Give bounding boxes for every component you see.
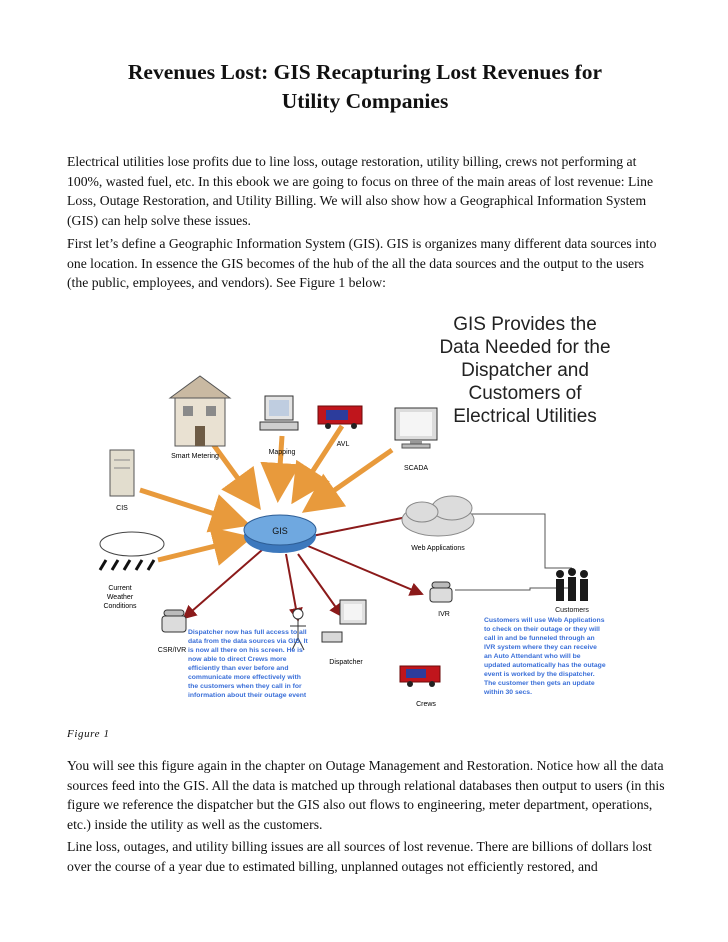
figure-heading-line: Electrical Utilities — [453, 406, 597, 427]
paragraph-intro: Electrical utilities lose profits due to line loss, outage restoration, utility billing, crews not performing at 100%, wasted fuel, etc. In this ebook we are going to focus on three of the main areas of lost revenue: Line Loss, Outage Restoration, and Utility Billing. We will also show how a Geographical Information System (GIS) can help solve these issues. — [67, 154, 654, 228]
customer-note-line: The customer then gets an update — [484, 680, 595, 687]
figure-heading-line: Dispatcher and — [461, 360, 589, 381]
scada-label: SCADA — [403, 465, 429, 472]
paragraph-gis-definition: First let’s define a Geographic Information System (GIS). GIS is organizes many different data sources into one location. In essence the GIS becomes of the hub of the all the data sources and the output to the users (the public, employees, and vendors). See Figure 1 below: — [67, 236, 657, 290]
dispatcher-note-line: Dispatcher now has full access to all — [188, 629, 307, 636]
dispatcher-note-line: is now all there on his screen. He is — [188, 647, 303, 654]
arrow-mapping — [278, 436, 282, 498]
figure-heading-line: Customers of — [468, 383, 582, 404]
customer-note-line: IVR system where they can receive — [484, 644, 597, 651]
weather-node — [100, 532, 164, 610]
cis-label: CIS — [116, 505, 128, 512]
customer-note-line: updated automatically has the outage — [484, 662, 606, 669]
dispatcher-note-line: data from the data sources via GIS. It — [188, 638, 308, 645]
title-line-1: Revenues Lost: GIS Recapturing Lost Revenues for — [127, 60, 603, 84]
customer-note-line: within 30 secs. — [484, 689, 532, 696]
crews-node — [400, 666, 440, 708]
paragraph-figure-discussion: You will see this figure again in the chapter on Outage Management and Restoration. Notice how all the data sources feed into the GIS. All the data is matched up through relational databases then output to users (in this figure we reference the dispatcher but the GIS also out flows to engineering, meter department, operations, etc.) inside the utility as well as the customers. — [67, 758, 665, 832]
weather-label-line: Weather — [106, 594, 134, 601]
customer-note-line: an Auto Attendant who will be — [484, 653, 581, 660]
arrow-dispatcher-pc — [298, 554, 342, 616]
dispatcher-label: Dispatcher — [329, 659, 363, 666]
web-applications-label: Web Applications — [411, 545, 465, 552]
arrow-csr-ivr — [184, 550, 262, 618]
customer-note-line: Customers will use Web Applications — [484, 617, 605, 624]
customers-label: Customers — [555, 607, 589, 614]
document-title — [60, 58, 670, 116]
dispatcher-note-line: information about their outage event — [188, 692, 307, 699]
dispatcher-note-line: now able to direct Crews more — [188, 656, 287, 663]
weather-label-line: Conditions — [103, 603, 137, 610]
crews-label: Crews — [416, 701, 436, 708]
gis-hub — [244, 515, 316, 553]
cis-node — [110, 450, 134, 512]
arrow-smart-metering — [210, 440, 258, 506]
gis-hub-figure — [60, 298, 665, 718]
figure-caption: Figure 1 — [67, 728, 110, 740]
figure-heading-line: GIS Provides the — [453, 314, 597, 335]
avl-label: AVL — [336, 441, 350, 448]
customer-note-line: call in and be funneled through an — [484, 635, 595, 642]
arrow-ivr — [308, 546, 422, 594]
customer-note-line: to check on their outage or they will — [484, 626, 600, 633]
figure-heading-line: Data Needed for the — [439, 337, 611, 358]
paragraph-lost-revenue: Line loss, outages, and utility billing issues are all sources of lost revenue. There are billions of dollars lost over the course of a year due to estimated billing, unplanned outages not efficiently restored, and — [67, 839, 652, 874]
dispatcher-note-line: the customers when they call in for — [188, 683, 302, 690]
hub-label: GIS — [272, 526, 288, 536]
weather-label-line: Current — [108, 585, 132, 592]
dispatcher-note-line: communicate more effectively with — [188, 674, 301, 681]
arrow-cis — [140, 490, 246, 524]
web-applications-node — [402, 496, 474, 552]
customer-note-line: event is worked by the dispatcher. — [484, 671, 595, 678]
smart-metering-node — [170, 376, 230, 460]
csr-ivr-label: CSR/IVR — [157, 647, 187, 654]
dispatcher-note-line: efficiently than ever before and — [188, 665, 289, 672]
ivr-node — [430, 582, 452, 618]
dispatcher-note — [188, 629, 308, 699]
customers-node — [555, 568, 589, 614]
title-line-2: Utility Companies — [281, 89, 449, 113]
smart-metering-label: Smart Metering — [171, 453, 219, 460]
ivr-label: IVR — [438, 611, 450, 618]
customer-note — [483, 617, 606, 696]
scada-node — [395, 408, 437, 472]
mapping-label: Mapping — [268, 449, 296, 456]
figure-heading — [439, 314, 610, 427]
arrow-weather — [158, 538, 248, 560]
csr-ivr-node — [158, 610, 186, 654]
